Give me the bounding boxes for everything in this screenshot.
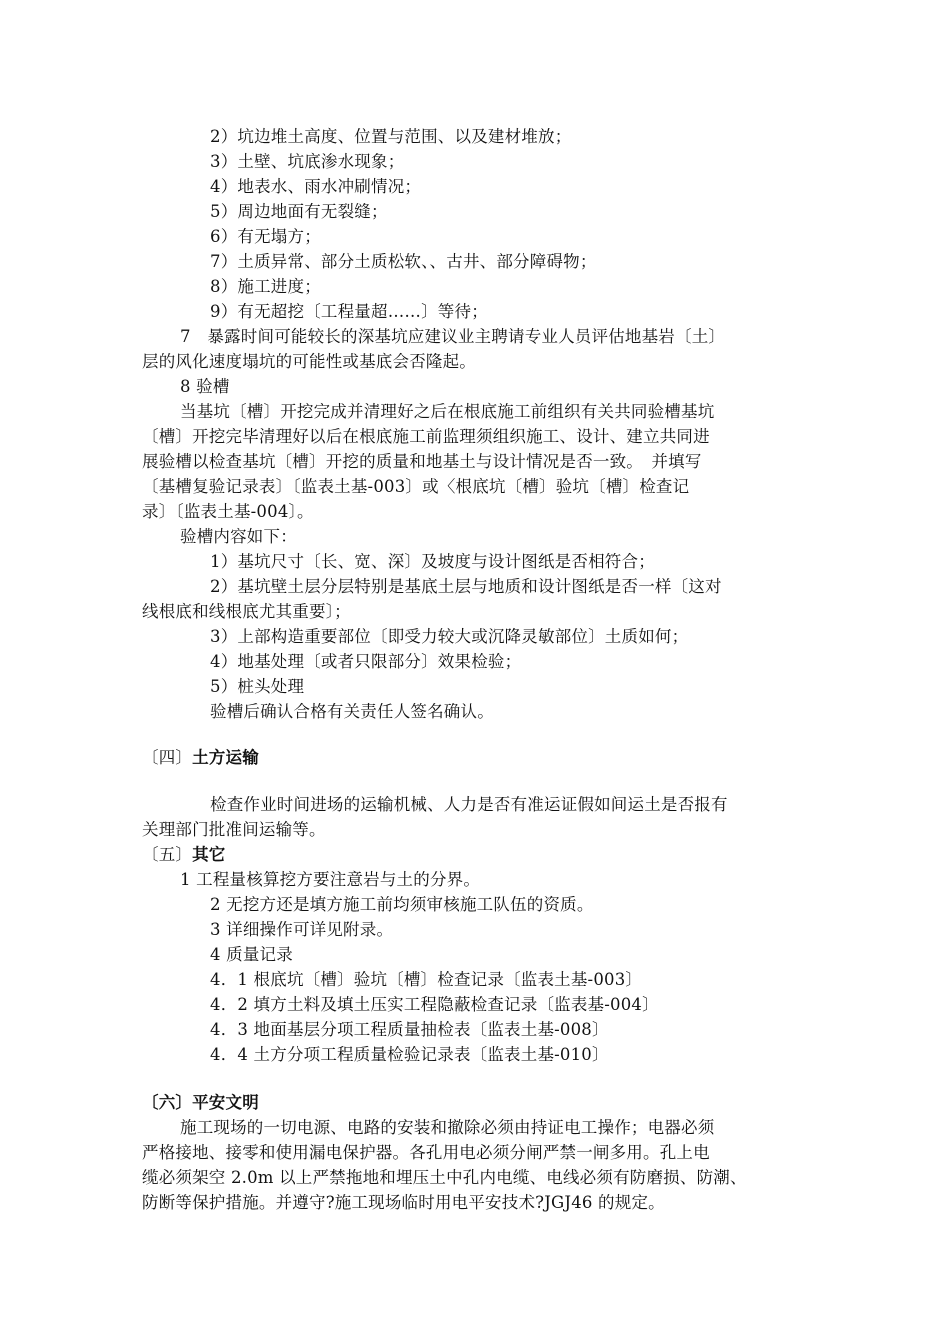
section-8-paragraph-line: 〔基槽复验记录表〕〔监表土基-003〕或〈根底坑〔槽〕验坑〔槽〕检查记 xyxy=(142,477,690,496)
section-4-title: 土方运输 xyxy=(192,748,259,767)
content-item: 线根底和线根底尤其重要〕； xyxy=(142,602,351,621)
section-6-paragraph-line: 防断等保护措施。并遵守?施工现场临时用电平安技术?JGJ46 的规定。 xyxy=(142,1193,665,1212)
section-5-prefix: 〔五〕 xyxy=(142,845,193,864)
section-6-title: 〔六〕平安文明 xyxy=(142,1093,259,1112)
section-8-paragraph-line: 〔槽〕开挖完毕清理好以后在根底施工前监理须组织施工、设计、建立共同进 xyxy=(142,427,710,446)
content-item: 1）基坑尺寸〔长、宽、深〕及坡度与设计图纸是否相符合； xyxy=(210,552,655,571)
paragraph-7-line: 7 暴露时间可能较长的深基坑应建议业主聘请专业人员评估地基岩〔土〕 xyxy=(180,327,726,346)
section-5-heading xyxy=(142,844,226,866)
inspection-item: 4）地表水、雨水冲刷情况； xyxy=(210,177,422,196)
section-8-title: 8 验槽 xyxy=(180,377,230,396)
content-sign-note: 验槽后确认合格有关责任人签名确认。 xyxy=(210,702,494,721)
section-5-item: 4．4 土方分项工程质量检验记录表〔监表土基-010〕 xyxy=(210,1045,609,1064)
section-5-item: 1 工程量核算挖方要注意岩与土的分界。 xyxy=(180,870,481,889)
section-4-paragraph-line: 关理部门批准间运输等。 xyxy=(142,820,326,839)
content-item: 2）基坑壁土层分层特别是基底土层与地质和设计图纸是否一样〔这对 xyxy=(210,577,722,596)
inspection-item: 5）周边地面有无裂缝； xyxy=(210,202,388,221)
section-5-item: 4．2 填方土料及填土压实工程隐蔽检查记录〔监表基-004〕 xyxy=(210,995,659,1014)
section-4-prefix: 〔四〕 xyxy=(142,748,193,767)
content-item: 5）桩头处理 xyxy=(210,677,305,696)
section-4-paragraph-line: 检查作业时间进场的运输机械、人力是否有准运证假如间运土是否报有 xyxy=(210,795,728,814)
section-8-paragraph-line: 展验槽以检查基坑〔槽〕开挖的质量和地基土与设计情况是否一致。 并填写 xyxy=(142,452,702,471)
section-6-paragraph-line: 缆必须架空 2.0m 以上严禁拖地和埋压土中孔内电缆、电线必须有防磨损、防潮、 xyxy=(142,1168,747,1187)
content-title: 验槽内容如下： xyxy=(180,527,297,546)
inspection-item: 2）坑边堆土高度、位置与范围、以及建材堆放； xyxy=(210,127,572,146)
section-8-paragraph-line: 当基坑〔槽〕开挖完成并清理好之后在根底施工前组织有关共同验槽基坑 xyxy=(180,402,715,421)
content-item: 4）地基处理〔或者只限部分〕效果检验； xyxy=(210,652,522,671)
section-6-paragraph-line: 严格接地、接零和使用漏电保护器。各孔用电必须分闸严禁一闸多用。孔上电 xyxy=(142,1143,710,1162)
section-5-item: 3 详细操作可详见附录。 xyxy=(210,920,394,939)
section-5-item: 4．1 根底坑〔槽〕验坑〔槽〕检查记录〔监表土基-003〕 xyxy=(210,970,643,989)
inspection-item: 3）土壁、坑底渗水现象； xyxy=(210,152,405,171)
section-5-item: 2 无挖方还是填方施工前均须审核施工队伍的资质。 xyxy=(210,895,594,914)
inspection-item: 6）有无塌方； xyxy=(210,227,321,246)
section-5-item: 4 质量记录 xyxy=(210,945,293,964)
section-5-item: 4．3 地面基层分项工程质量抽检表〔监表土基-008〕 xyxy=(210,1020,609,1039)
section-8-paragraph-line: 录〕〔监表土基-004〕。 xyxy=(142,502,314,521)
section-5-title: 其它 xyxy=(192,845,226,864)
inspection-item: 7）土质异常、部分土质松软、、古井、部分障碍物； xyxy=(210,252,597,271)
section-4-heading xyxy=(142,747,259,769)
inspection-item: 8）施工进度； xyxy=(210,277,321,296)
content-item: 3）上部构造重要部位〔即受力较大或沉降灵敏部位〕土质如何； xyxy=(210,627,689,646)
paragraph-7-line: 层的风化速度塌坑的可能性或基底会否隆起。 xyxy=(142,352,476,371)
inspection-item: 9）有无超挖〔工程量超……〕等待； xyxy=(210,302,488,321)
section-6-paragraph-line: 施工现场的一切电源、电路的安装和撤除必须由持证电工操作；电器必须 xyxy=(180,1118,715,1137)
